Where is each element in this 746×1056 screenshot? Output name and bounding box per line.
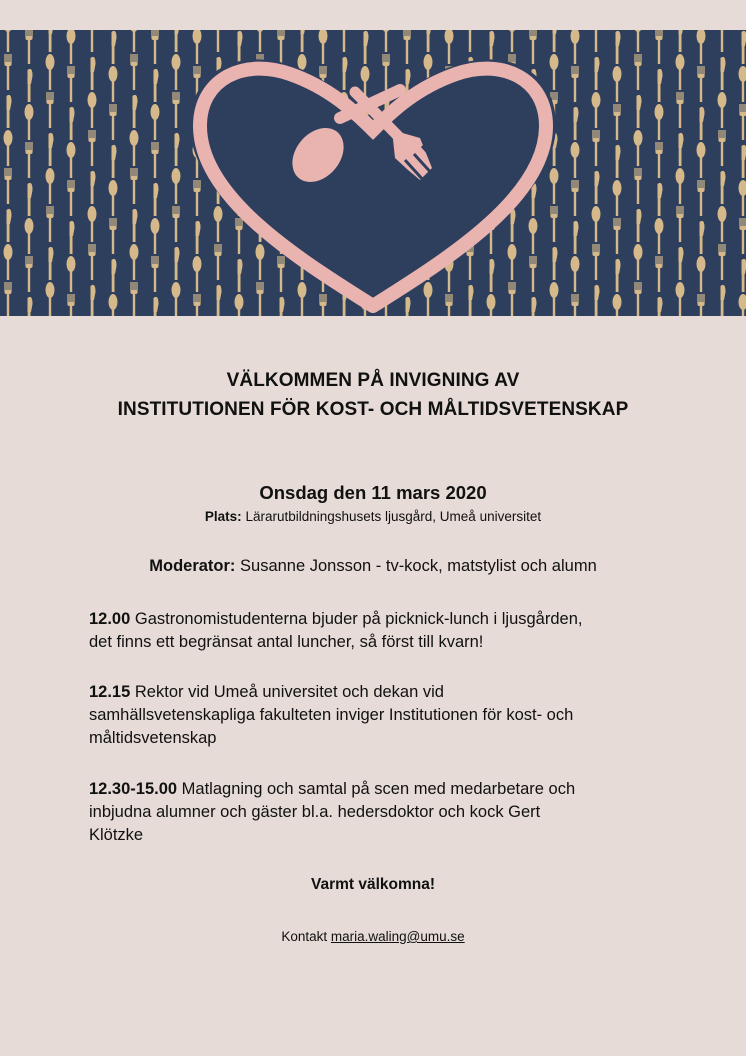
schedule-text: det finns ett begränsat antal luncher, så först till kvarn! — [89, 633, 484, 651]
venue-line — [0, 509, 746, 524]
schedule-text: Matlagning och samtal på scen med medarbetare och — [181, 780, 576, 798]
venue-label: Plats: — [204, 509, 242, 524]
schedule-time: 12.15 — [89, 683, 131, 701]
schedule-item-1215 — [89, 681, 669, 750]
schedule-text: inbjudna alumner och gäster bl.a. hedersdoktor och kock Gert — [89, 803, 541, 821]
schedule-item-1200 — [89, 608, 669, 654]
schedule-text: Gastronomistudenterna bjuder på picknick-lunch i ljusgården, — [134, 610, 583, 628]
heading-line-2: INSTITUTIONEN FÖR KOST- OCH MÅLTIDSVETENSKAP — [117, 399, 629, 420]
moderator-text: Susanne Jonsson - tv-kock, matstylist och alumn — [240, 557, 597, 575]
schedule-time: 12.00 — [89, 610, 131, 628]
heading-line-1: VÄLKOMMEN PÅ INVIGNING AV — [226, 370, 520, 391]
contact-line — [0, 929, 746, 944]
contact-label: Kontakt — [281, 929, 328, 944]
venue-text: Lärarutbildningshusets ljusgård, Umeå universitet — [245, 509, 542, 524]
schedule-text: Klötzke — [89, 826, 144, 844]
welcome-text: Varmt välkomna! — [310, 876, 436, 893]
moderator-line — [0, 557, 746, 576]
contact-email-link[interactable]: maria.waling@umu.se — [330, 929, 465, 944]
schedule-text: samhällsvetenskapliga fakulteten inviger Institutionen för kost- och — [89, 706, 574, 724]
event-date: Onsdag den 11 mars 2020 — [259, 482, 487, 503]
schedule-time: 12.30-15.00 — [89, 780, 178, 798]
schedule-text: Rektor vid Umeå universitet och dekan vid — [134, 683, 444, 701]
schedule-text: måltidsvetenskap — [89, 729, 217, 747]
banner-image — [0, 30, 746, 316]
moderator-label: Moderator: — [149, 557, 236, 575]
schedule-item-1230 — [89, 778, 669, 847]
